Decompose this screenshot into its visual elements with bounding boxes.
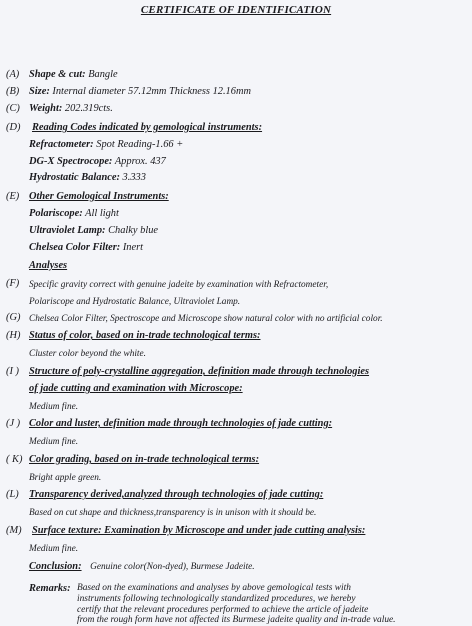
remarks-line2: instruments following technologically standardized procedures, we hereby <box>77 593 356 604</box>
surface-texture-heading: Surface texture: Examination by Microscope and under jade cutting analysis: <box>32 525 366 536</box>
refractometer-row <box>29 139 183 151</box>
shape-cut-key: Shape & cut: <box>29 69 86 80</box>
label-b: (B) <box>6 86 20 97</box>
uv-lamp-key: Ultraviolet Lamp: <box>29 225 106 236</box>
analyses-heading: Analyses <box>29 260 68 271</box>
remarks-line1: Based on the examinations and analyses by above gemological tests with <box>77 583 351 593</box>
remarks-key: Remarks: <box>29 583 71 594</box>
size-key: Size: <box>29 86 50 97</box>
specific-gravity-line1: Specific gravity correct with genuine jadeite by examination with Refractometer, <box>29 280 329 290</box>
conclusion-row <box>29 561 255 573</box>
remarks-text <box>77 583 469 626</box>
chelsea-filter-text: Chelsea Color Filter, Spectroscope and Microscope show natural color with no artificial color. <box>29 314 383 324</box>
structure-heading-line1: Structure of poly-crystalline aggregation, definition made through technologies <box>29 366 370 377</box>
status-color-heading: Status of color, based on in-trade technological terms: <box>29 330 261 341</box>
transparency-heading: Transparency derived,analyzed through technologies of jade cutting: <box>29 489 324 500</box>
shape-cut-value: Bangle <box>88 69 118 80</box>
label-l: (L) <box>6 489 19 500</box>
label-d: (D) <box>6 122 21 133</box>
chelsea-value: Inert <box>122 242 144 253</box>
structure-value: Medium fine. <box>29 402 79 412</box>
color-grading-heading: Color grading, based on in-trade technological terms: <box>29 454 260 465</box>
polariscope-value: All light <box>85 208 119 219</box>
remarks-line4: from the rough form have not affected its Burmese jadeite quality and in-trade value. <box>77 615 396 626</box>
color-luster-value: Medium fine. <box>29 437 79 447</box>
transparency-value: Based on cut shape and thickness,transparency is in unison with it should be. <box>29 508 317 518</box>
label-e: (E) <box>6 191 20 202</box>
polariscope-row <box>29 208 119 220</box>
spectroscope-key: DG-X Spectrocope: <box>29 156 113 167</box>
reading-codes-heading: Reading Codes indicated by gemological instruments: <box>32 122 263 133</box>
specific-gravity-line2: Polariscope and Hydrostatic Balance, Ultraviolet Lamp. <box>29 297 241 307</box>
status-color-value: Cluster color beyond the white. <box>29 349 146 359</box>
spectroscope-row <box>29 156 166 168</box>
structure-heading-line2: of jade cutting and examination with Microscope: <box>29 383 243 394</box>
refractometer-value: Spot Reading-1.66 + <box>96 139 184 150</box>
label-h: (H) <box>6 330 21 341</box>
chelsea-row <box>29 242 143 254</box>
hydrostatic-value: 3.333 <box>122 172 146 183</box>
other-instruments-heading: Other Gemological Instruments: <box>29 191 169 202</box>
label-g: (G) <box>6 312 21 323</box>
hydrostatic-row <box>29 172 146 184</box>
label-k: ( K) <box>6 454 23 465</box>
conclusion-key: Conclusion: <box>29 561 82 572</box>
weight-value: 202.319cts. <box>64 103 113 114</box>
size-row <box>29 86 251 98</box>
chelsea-key: Chelsea Color Filter: <box>29 242 121 253</box>
size-value: Internal diameter 57.12mm Thickness 12.16mm <box>52 86 251 97</box>
uv-lamp-value: Chalky blue <box>108 225 159 236</box>
weight-key: Weight: <box>29 103 63 114</box>
uv-lamp-row <box>29 225 158 237</box>
polariscope-key: Polariscope: <box>29 208 83 219</box>
conclusion-value: Genuine color(Non-dyed), Burmese Jadeite. <box>90 562 255 572</box>
label-i: (I ) <box>6 366 19 377</box>
hydrostatic-key: Hydrostatic Balance: <box>29 172 120 183</box>
label-f: (F) <box>6 278 20 289</box>
color-grading-value: Bright apple green. <box>29 473 102 483</box>
surface-texture-value: Medium fine. <box>29 544 79 554</box>
document-title: CERTIFICATE OF IDENTIFICATION <box>140 4 332 16</box>
weight-row <box>29 103 113 115</box>
label-m: (M) <box>6 525 22 536</box>
refractometer-key: Refractometer: <box>29 139 94 150</box>
label-c: (C) <box>6 103 20 114</box>
remarks-line3: certify that the relevant procedures performed to achieve the article of jadeite <box>77 604 369 615</box>
shape-cut-row <box>29 69 118 81</box>
label-a: (A) <box>6 69 20 80</box>
label-j: (J ) <box>6 418 21 429</box>
spectroscope-value: Approx. 437 <box>114 156 166 167</box>
color-luster-heading: Color and luster, definition made through technologies of jade cutting: <box>29 418 333 429</box>
